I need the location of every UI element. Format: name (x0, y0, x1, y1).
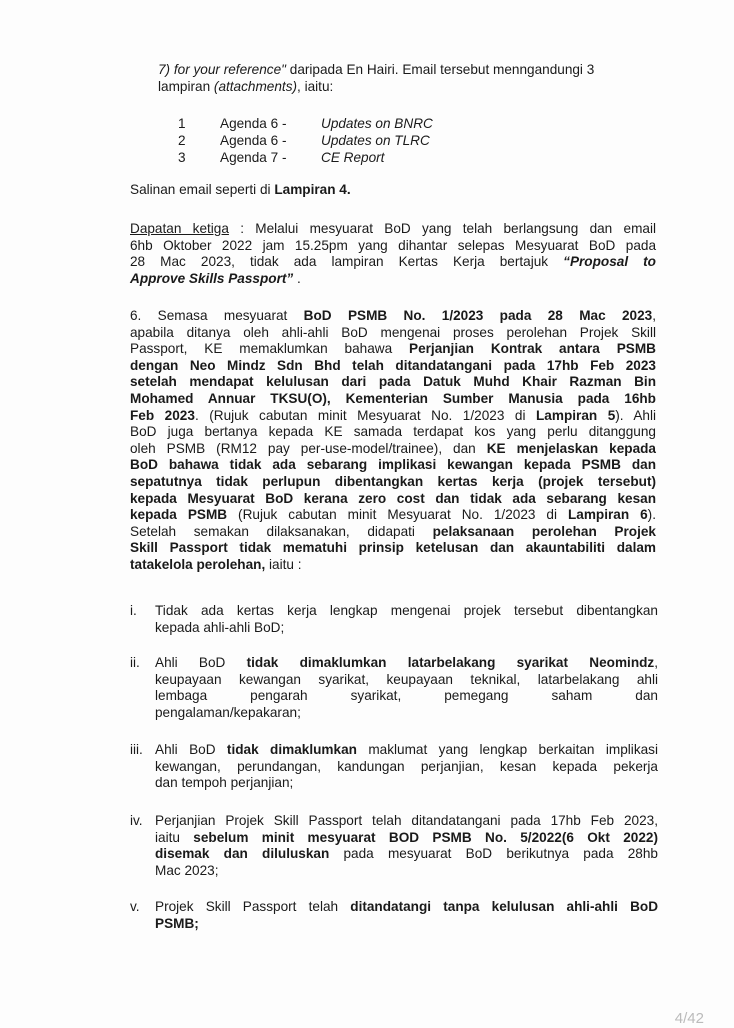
dapatan-label: Dapatan ketiga (130, 221, 229, 236)
p6-line5-bold: setelah mendapat kelulusan dari pada Datuk Muhd Khair Razman Bin (130, 374, 656, 390)
dapatan-line2: 6hb Oktober 2022 jam 15.25pm yang dihantar selepas Mesyuarat BoD pada (130, 237, 656, 253)
attachment-agenda: Agenda 6 - (220, 133, 287, 148)
item-iii-line3: dan tempoh perjanjian; (155, 775, 294, 791)
list-marker: i. (130, 603, 137, 618)
p6-line3: Passport, KE memaklumkan bahawa (130, 341, 409, 357)
p6-line8: BoD juga bertanya kepada KE samada terdapat kos yang perlu ditanggung (130, 424, 656, 440)
salinan-text: Salinan email seperti di (130, 182, 275, 197)
paragraph-6 (130, 308, 656, 574)
dapatan-proposal-title-a: “Proposal to (563, 254, 656, 270)
intro-line1-text: daripada En Hairi. Email tersebut menngandungi 3 (285, 62, 595, 77)
item-iv-line4: Mac 2023; (155, 862, 219, 878)
item-ii-line1-a: Ahli BoD (155, 655, 247, 670)
p6-line14-bold: pelaksanaan perolehan Projek (432, 523, 656, 539)
p6-line13-bold-b: Lampiran 6 (567, 507, 648, 523)
p6-line13-b: ). (647, 507, 656, 523)
dapatan-line3: 28 Mac 2023, tidak ada lampiran Kertas Kerja bertajuk (130, 254, 564, 270)
p6-line13-bold-a: kepada PSMB (130, 507, 228, 523)
attachment-number: 3 (178, 150, 186, 165)
item-v-line1-a: Projek Skill Passport telah (155, 899, 351, 914)
p6-line7-a: . (Rujuk cabutan minit Mesyuarat No. 1/2023 di (194, 407, 536, 423)
p6-line16-bold: tatakelola perolehan, (130, 556, 266, 572)
p6-line1-bold: BoD PSMB No. 1/2023 pada 28 Mac 2023 (303, 308, 653, 323)
intro-ref-italic: 7) for your reference" (158, 62, 286, 77)
item-v-line2-bold: PSMB; (155, 915, 199, 931)
item-iii-line1-bold: tidak dimaklumkan (226, 742, 357, 757)
p6-line15-bold: Skill Passport tidak mematuhi prinsip ketelusan dan akauntabiliti dalam (130, 540, 656, 556)
item-ii-line3: lembaga pengarah syarikat, pemegang saham dan (155, 688, 658, 704)
p6-line1-a: 6. Semasa mesyuarat (130, 308, 304, 323)
item-i-line2: kepada ahli-ahli BoD; (155, 619, 285, 635)
item-ii-line4: pengalaman/kepakaran; (155, 704, 301, 720)
item-iv-line1: Perjanjian Projek Skill Passport telah ditandatangani pada 17hb Feb 2023, (155, 813, 658, 828)
intro-line2-text-a: lampiran (158, 78, 214, 94)
p6-line14: Setelah semakan dilaksanakan, didapati (130, 523, 433, 539)
list-marker: ii. (130, 655, 140, 670)
attachment-row (178, 150, 578, 167)
p6-line7-b: ). Ahli (615, 407, 657, 423)
dapatan-line4-end: . (293, 270, 301, 286)
p6-line3-bold: Perjanjian Kontrak antara PSMB (409, 341, 656, 357)
item-iv-line3-bold: disemak dan diluluskan (155, 846, 330, 862)
p6-line6-bold: Mohamed Annuar TKSU(O), Kementerian Sumber Manusia pada 16hb (130, 390, 656, 406)
p6-line13-a: (Rujuk cabutan minit Mesyuarat No. 1/2023 di (227, 507, 568, 523)
list-marker: iii. (130, 742, 143, 757)
item-iii-line2: kewangan, perundangan, kandungan perjanjian, kesan kepada pekerja (155, 758, 658, 774)
item-ii-line1-bold: tidak dimaklumkan latarbelakang syarikat Neomindz (246, 655, 655, 670)
dapatan-line1: : Melalui mesyuarat BoD yang telah berlangsung dan email (228, 221, 656, 236)
item-iii-line1-b: maklumat yang lengkap berkaitan implikasi (356, 742, 658, 757)
p6-line11-bold: sepatutnya tidak perlupun dibentangkan kertas kerja (projek tersebut) (130, 473, 656, 489)
intro-line2-text-b: , iaitu: (297, 78, 334, 94)
p6-line9: oleh PSMB (RM12 pay per-use-model/trainee), dan (130, 440, 487, 456)
p6-line7-bold-b: Lampiran 5 (536, 407, 616, 423)
item-iv-line2-a: iaitu (155, 829, 194, 845)
item-iv-line3: pada mesyuarat BoD berikutnya pada 28hb (329, 846, 658, 862)
p6-line2: apabila ditanya oleh ahli-ahli BoD mengenai proses perolehan Projek Skill (130, 324, 656, 340)
item-iii-line1-a: Ahli BoD (155, 742, 227, 757)
salinan-paragraph (130, 182, 656, 199)
attachment-number: 2 (178, 133, 186, 148)
p6-line7-bold-a: Feb 2023 (130, 407, 195, 423)
attachment-agenda: Agenda 6 - (220, 116, 287, 131)
attachment-agenda: Agenda 7 - (220, 150, 287, 165)
list-marker: v. (130, 899, 140, 914)
intro-attachments-italic: (attachments) (213, 78, 298, 94)
p6-line12-bold: kepada Mesyuarat BoD kerana zero cost dan tidak ada sebarang kesan (130, 490, 656, 506)
item-ii-line1-b: , (654, 655, 659, 670)
p6-line1-b: , (652, 308, 656, 323)
dapatan-ketiga-paragraph (130, 221, 656, 287)
page-number: 4/42 (674, 1010, 704, 1028)
attachment-title: Updates on BNRC (321, 116, 433, 131)
dapatan-proposal-title-b: Approve Skills Passport” (130, 270, 294, 286)
attachment-title: Updates on TLRC (321, 133, 430, 148)
item-v-line1-bold: ditandatangi tanpa kelulusan ahli-ahli BoD (350, 899, 659, 914)
attachment-number: 1 (178, 116, 186, 131)
p6-line16: iaitu : (265, 556, 302, 572)
item-i-line1: Tidak ada kertas kerja lengkap mengenai projek tersebut dibentangkan (155, 603, 658, 618)
list-marker: iv. (130, 813, 143, 828)
p6-line9-bold: KE menjelaskan kepada (486, 440, 656, 456)
attachment-title: CE Report (321, 150, 385, 165)
item-iv-line2-bold: sebelum minit mesyuarat BOD PSMB No. 5/2022(6 Okt 2022) (193, 829, 658, 845)
attachment-row (178, 133, 578, 150)
item-ii-line2: keupayaan kewangan syarikat, keupayaan teknikal, latarbelakang ahli (155, 671, 658, 687)
attachment-row (178, 116, 578, 133)
p6-line4-bold: dengan Neo Mindz Sdn Bhd telah ditandatangani pada 17hb Feb 2023 (130, 357, 656, 373)
salinan-lampiran: Lampiran 4. (274, 182, 351, 197)
intro-paragraph (130, 62, 656, 95)
p6-line10-bold: BoD bahawa tidak ada sebarang implikasi kewangan kepada PSMB dan (130, 457, 656, 473)
